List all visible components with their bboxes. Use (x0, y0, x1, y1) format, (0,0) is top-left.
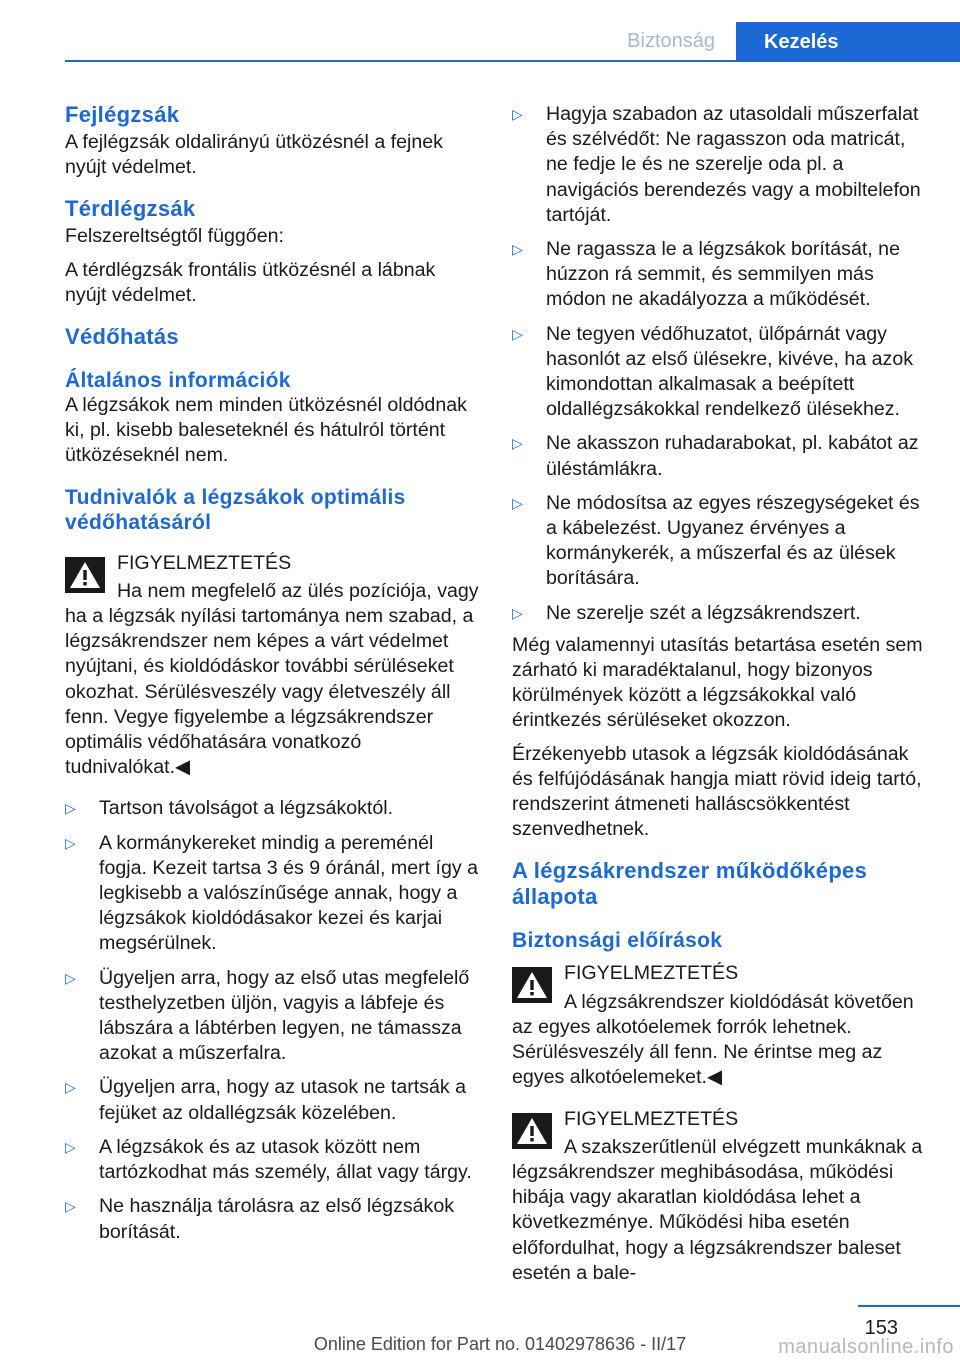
heading-terdlegzsak: Térdlégzsák (65, 196, 196, 222)
bullet-item (65, 796, 480, 821)
bullet-text: Ügyeljen arra, hogy az utasok ne tartsák a fejüket az oldallégzsák közelében. (99, 1076, 467, 1124)
bullet-triangle-icon: ▷ (512, 106, 523, 122)
warning-text: ha a légzsák nyílási tartománya nem szabad, a légzsákrendszer nem képes a várt védelmet nyújtani, és kioldódáskor további sérüléseket okozhat. Sérülésveszély vagy életveszély áll fenn. Vegye figyelembe a légzsákrendszer optimális védőhatására vonatkozó tudnivalókat.◀ (65, 605, 474, 779)
paragraph-fejlegzsak: A fejlégzsák oldalirányú ütközésnél a fejnek nyújt védelmet. (65, 131, 443, 179)
warning-title: FIGYELMEZTETÉS (564, 1107, 739, 1130)
paragraph-terd-felszereltseg: Felszereltségtől függően: (65, 225, 284, 248)
bullet-item (512, 237, 930, 313)
warning-triangle-icon (512, 1113, 552, 1149)
bullet-item (65, 1135, 480, 1185)
bullet-item (65, 966, 480, 1067)
bullet-text: Ne ragassza le a légzsákok borítását, ne húzzon rá semmit, és semmilyen más módon ne akadályozza a működését. (546, 238, 900, 311)
warning-text-first-line: Ha nem megfelelő az ülés pozíciója, vagy (117, 579, 479, 602)
header-tab-biztonsag[interactable]: Biztonság (627, 30, 715, 52)
bullet-text: A kormánykereket mindig a pereménél fogja. Kezeit tartsa 3 és 9 óránál, mert így a legkisebb a valószínűsége annak, hogy a légzsákok kioldódásakor kezei és karjai megsérülnek. (99, 831, 479, 955)
bullet-text: Hagyja szabadon az utasoldali műszerfalat és szélvédőt: Ne ragasszon oda matricát, ne fedje le és ne szerelje oda pl. a navigációs berendezés vagy a mobiltelefon tartóját. (546, 103, 921, 226)
warning-text: az egyes alkotóelemek forrók lehetnek. Sérülésveszély áll fenn. Ne érintse meg az egyes alkotóelemeket.◀ (512, 1015, 883, 1089)
bullet-triangle-icon: ▷ (65, 1138, 76, 1155)
bullet-item (512, 322, 930, 423)
bullet-triangle-icon: ▷ (65, 1079, 76, 1096)
bullet-text: Tartson távolságot a légzsákoktól. (99, 797, 394, 820)
warning-text-first-line: A szakszerűtlenül elvégzett munkáknak a (564, 1135, 923, 1158)
bullet-triangle-icon: ▷ (512, 241, 523, 258)
bullet-text: A légzsákok és az utasok között nem tartózkodhat más személy, állat vagy tárgy. (99, 1135, 472, 1184)
edition-footer: Online Edition for Part no. 01402978636 - II/17 (313, 1334, 687, 1354)
header-rule (65, 60, 960, 62)
bullet-triangle-icon: ▷ (512, 325, 523, 342)
warning-triangle-icon (512, 967, 552, 1003)
bullet-text: Ne használja tárolásra az első légzsákok borítását. (99, 1195, 455, 1243)
bullet-item (512, 102, 930, 228)
bullet-item (512, 491, 930, 592)
bullet-triangle-icon: ▷ (65, 834, 76, 851)
heading-tudnivalok: Tudnivalók a légzsákok optimális védőhatásáról (65, 485, 406, 534)
left-bullet-list (65, 796, 480, 1244)
warning-text-first-line: A légzsákrendszer kioldódását követően (564, 990, 914, 1013)
bullet-item (65, 831, 480, 957)
bullet-text: Ne módosítsa az egyes részegységeket és a kábelezést. Ugyanez érvényes a kormánykerék, a műszerfal és az ülések borítására. (546, 491, 920, 590)
bullet-triangle-icon: ▷ (65, 800, 76, 817)
bullet-text: Ne tegyen védőhuzatot, ülőpárnát vagy hasonlót az első ülésekre, kivéve, ha azok kimondottan alkalmasak a beépített oldallégzsákokkal rendelkező ülésekhez. (546, 322, 914, 421)
heading-biztonsagi-eloirasok: Biztonsági előírások (512, 929, 723, 953)
paragraph-meg-valamennyi: Még valamennyi utasítás betartása esetén sem zárható ki maradéktalanul, hogy bizonyos körülmények között a légzsákokkal való érintkezés sérüléseket okozzon. (512, 633, 923, 732)
warning-title: FIGYELMEZTETÉS (564, 962, 739, 985)
bullet-triangle-icon: ▷ (512, 604, 523, 621)
bullet-triangle-icon: ▷ (512, 435, 523, 452)
page-number: 153 (864, 1317, 898, 1339)
heading-altalanos-informaciok: Általános információk (65, 369, 291, 393)
bullet-text: Ne akasszon ruhadarabokat, pl. kabátot az üléstámlákra. (546, 432, 919, 480)
bullet-text: Ügyeljen arra, hogy az első utas megfelelő testhelyzetben üljön, vagyis a lábfeje és lábszára a lábtérben legyen, ne támassza azokat a műszerfalra. (99, 966, 470, 1065)
right-column (512, 102, 930, 1286)
bullet-item (65, 1194, 480, 1244)
left-column (65, 102, 480, 1254)
warning-triangle-icon (65, 557, 105, 593)
paragraph-erzekenyebb: Érzékenyebb utasok a légzsák kioldódásának és felfújódásának hangja miatt rövid ideig tartó, rendszerint átmeneti halláscsökkentést szenvedhetnek. (512, 742, 922, 841)
paragraph-altalanos: A légzsákok nem minden ütközésnél oldódnak ki, pl. kisebb baleseteknél és hátulról történt ütközéseknél nem. (65, 394, 467, 467)
heading-mukodokepes-allapot: A légzsákrendszer működőképes állapota (512, 858, 868, 910)
bullet-text: Ne szerelje szét a légzsákrendszert. (546, 601, 861, 624)
bullet-item (512, 431, 930, 481)
page-number-rule (858, 1305, 960, 1307)
warning-block-1 (512, 961, 930, 1090)
warning-block-2 (512, 1107, 930, 1286)
warning-block (65, 551, 480, 781)
watermark: manualsonline.info (778, 1336, 954, 1358)
heading-fejlegzsak: Fejlégzsák (65, 102, 180, 127)
right-bullet-list (512, 102, 930, 626)
bullet-triangle-icon: ▷ (65, 969, 76, 986)
bullet-item (65, 1075, 480, 1125)
warning-title: FIGYELMEZTETÉS (117, 551, 292, 574)
heading-vedohatas: Védőhatás (65, 324, 179, 350)
warning-text: légzsákrendszer meghibásodása, működési hibája vagy akaratlan kioldódása lehet a következménye. Működési hiba esetén előfordulhat, hogy a légzsákrendszer baleset esetén a bale- (512, 1160, 901, 1284)
header-tab-kezeles[interactable]: Kezelés (736, 22, 960, 62)
bullet-triangle-icon: ▷ (65, 1198, 76, 1215)
bullet-triangle-icon: ▷ (512, 494, 523, 511)
paragraph-terd-vedelem: A térdlégzsák frontális ütközésnél a lábnak nyújt védelmet. (65, 258, 436, 306)
bullet-item (512, 601, 930, 626)
